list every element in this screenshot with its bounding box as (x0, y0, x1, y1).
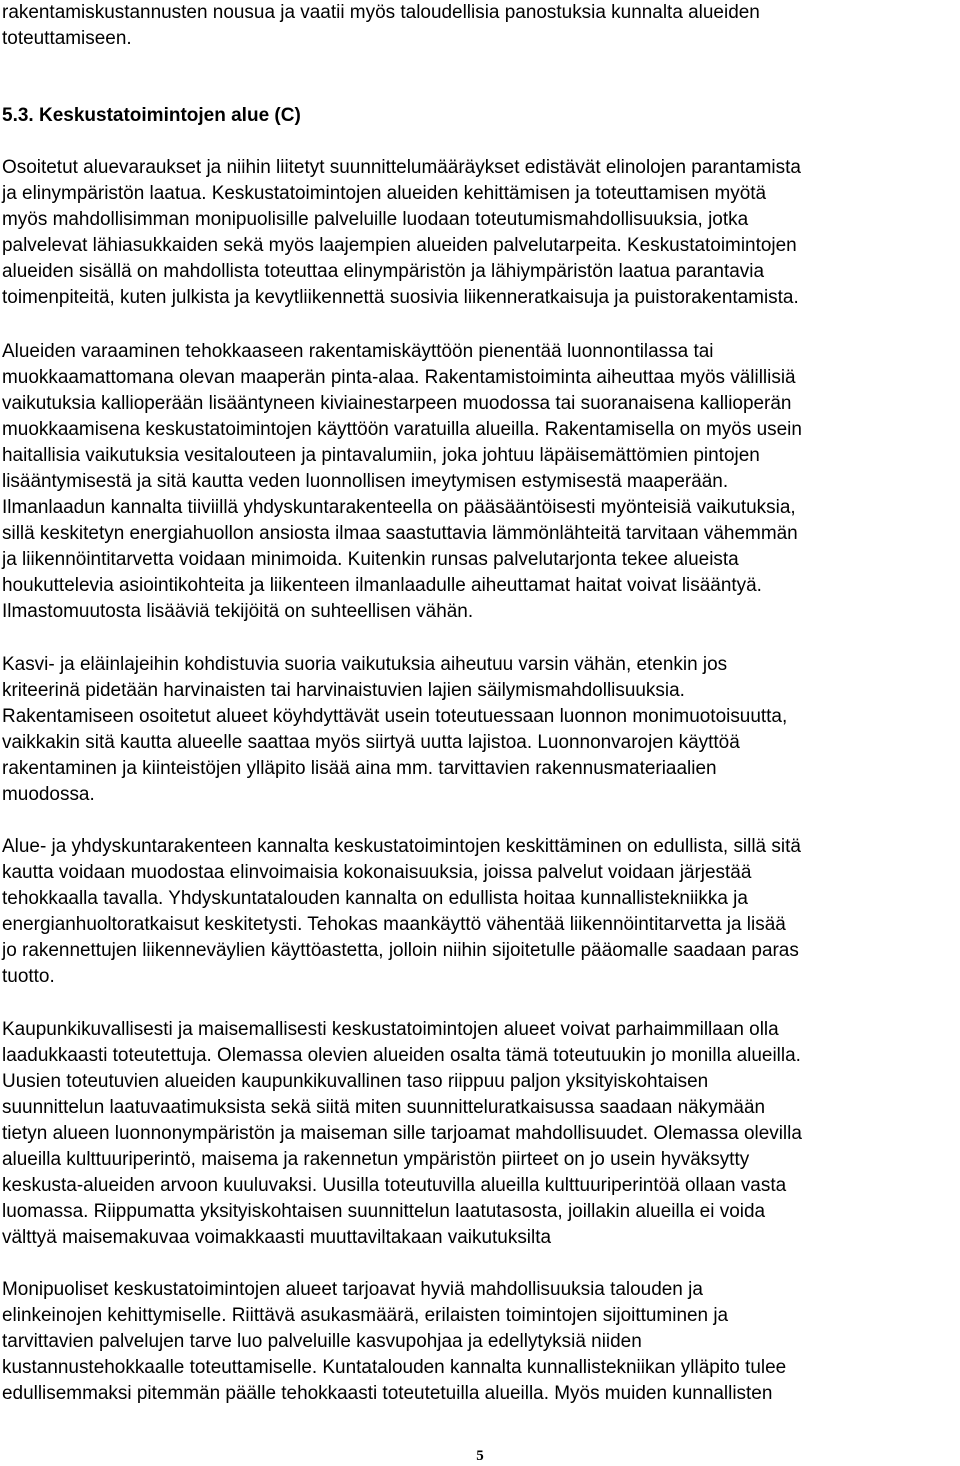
text-line: Monipuoliset keskustatoimintojen alueet tarjoavat hyviä mahdollisuuksia talouden ja (2, 1279, 703, 1300)
text-line: Kaupunkikuvallisesti ja maisemallisesti keskustatoimintojen alueet voivat parhaimmillaan olla (2, 1019, 779, 1040)
text-line: suunnittelun laatuvaatimuksista sekä siitä miten suunnitteluratkaisussa saadaan näkymään (2, 1097, 766, 1118)
paragraph-5 (2, 1017, 958, 1251)
text-line: tarvittavien palvelujen tarve luo palveluille kasvupohjaa ja edellytyksiä niiden (2, 1331, 642, 1352)
text-line: vaikkakin sitä kautta alueelle saattaa myös siirtyä uutta lajistoa. Luonnonvarojen käyttöä (2, 732, 740, 753)
text-line: laadukkaasti toteutettuja. Olemassa olevien alueiden osalta tämä toteutuukin jo monilla alueilla. (2, 1045, 801, 1066)
text-line: muokkaamattomana olevan maaperän pinta-alaa. Rakentamistoiminta aiheuttaa myös välillisiä (2, 367, 796, 388)
text-line: toimenpiteitä, kuten julkista ja kevytliikennettä suosivia liikenneratkaisuja ja puistorakentamista. (2, 287, 799, 308)
text-line: sillä keskitetyn energiahuollon ansiosta ilmaa saastuttavia lämmönlähteitä tarvitaan vähemmän (2, 523, 798, 544)
text-line: Ilmanlaadun kannalta tiiviillä yhdyskuntarakenteella on pääsääntöisesti myönteisiä vaikutuksia, (2, 497, 796, 518)
text-line: elinkeinojen kehittymiselle. Riittävä asukasmäärä, erilaisten toimintojen sijoittuminen ja (2, 1305, 729, 1326)
text-line: rakentaminen ja kiinteistöjen ylläpito lisää aina mm. tarvittavien rakennusmateriaalien (2, 758, 717, 779)
paragraph-2 (2, 339, 958, 625)
text-line: ja elinympäristön laatua. Keskustatoimintojen alueiden kehittämisen ja toteuttamisen myötä (2, 183, 767, 204)
text-line: lisääntymisestä ja sitä kautta veden luonnollisen imeytymisen estymisestä maaperään. (2, 471, 729, 492)
text-line: Alue- ja yhdyskuntarakenteen kannalta keskustatoimintojen keskittäminen on edullista, sillä sitä (2, 836, 801, 857)
text-line: edullisemmaksi pitemmän päälle tehokkaasti toteutetuilla alueilla. Myös muiden kunnallisten (2, 1383, 773, 1404)
text-line: Osoitetut aluevaraukset ja niihin liitetyt suunnittelumääräykset edistävät elinolojen parantamista (2, 157, 801, 178)
text-line: alueiden sisällä on mahdollista toteuttaa elinympäristön ja lähiympäristön laatua parantavia (2, 261, 765, 282)
paragraph-6 (2, 1277, 958, 1407)
text-line: tehokkaalla tavalla. Yhdyskuntatalouden kannalta on edullista hoitaa kunnallistekniikka ja (2, 888, 748, 909)
text-line: Uusien toteutuvien alueiden kaupunkikuvallinen taso riippuu paljon yksityiskohtaisen (2, 1071, 709, 1092)
text-line: kustannustehokkaalle toteuttamiselle. Kuntatalouden kannalta kunnallistekniikan ylläpito tulee (2, 1357, 787, 1378)
text-line: palvelevat lähiasukkaiden sekä myös laajempien alueiden palvelutarpeita. Keskustatoimintojen (2, 235, 797, 256)
text-line: muokkaamisena keskustatoimintojen käyttöön varatuilla alueilla. Rakentamisella on myös usein (2, 419, 802, 440)
text-line: houkuttelevia asiointikohteita ja liikenteen ilmanlaadulle aiheuttamat haitat voivat lisääntyä. (2, 575, 762, 596)
section-heading: 5.3. Keskustatoimintojen alue (C) (2, 105, 301, 126)
text-line: tuotto. (2, 966, 55, 987)
paragraph-4 (2, 834, 958, 990)
paragraph-3 (2, 652, 958, 808)
text-line: luomassa. Riippumatta yksityiskohtaisen suunnittelun laatutasosta, joillakin alueilla ei voida (2, 1201, 766, 1222)
intro-paragraph (2, 0, 958, 52)
text-line: Alueiden varaaminen tehokkaaseen rakentamiskäyttöön pienentää luonnontilassa tai (2, 341, 714, 362)
text-line: alueilla kulttuuriperintö, maisema ja rakennetun ympäristön piirteet on jo usein hyväksytty (2, 1149, 750, 1170)
text-line: välttyä maisemakuvaa voimakkaasti muuttaviltakaan vaikutuksilta (2, 1227, 552, 1248)
text-line: muodossa. (2, 784, 95, 805)
text-line: rakentamiskustannusten nousua ja vaatii myös taloudellisia panostuksia kunnalta alueiden (2, 2, 760, 23)
text-line: Rakentamiseen osoitetut alueet köyhdyttävät usein toteutuessaan luonnon monimuotoisuutta, (2, 706, 788, 727)
text-line: myös mahdollisimman monipuolisille palveluille luodaan toteutumismahdollisuuksia, jotka (2, 209, 749, 230)
paragraph-1 (2, 155, 958, 311)
text-line: vaikutuksia kallioperään lisääntyneen kiviainestarpeen muodossa tai suoranaisena kallioperän (2, 393, 792, 414)
text-line: Kasvi- ja eläinlajeihin kohdistuvia suoria vaikutuksia aiheutuu varsin vähän, etenkin jos (2, 654, 728, 675)
text-line: haitallisia vaikutuksia vesitalouteen ja pintavalumiin, joka johtuu läpäisemättömien pintojen (2, 445, 760, 466)
page-number: 5 (476, 1448, 484, 1464)
text-line: kriteerinä pidetään harvinaisten tai harvinaistuvien lajien säilymismahdollisuuksia. (2, 680, 685, 701)
text-line: energianhuoltoratkaisut keskitetysti. Tehokas maankäyttö vähentää liikennöintitarvetta ja lisää (2, 914, 786, 935)
text-line: jo rakennettujen liikenneväylien käyttöastetta, jolloin niihin sijoitetulle pääomalle saadaan paras (2, 940, 799, 961)
text-line: tietyn alueen luonnonympäristön ja maiseman sille tarjoamat mahdollisuudet. Olemassa olevilla (2, 1123, 802, 1144)
text-line: keskusta-alueiden arvoon kuuluvaksi. Uusilla toteutuvilla alueilla kulttuuriperintöä ollaan vasta (2, 1175, 787, 1196)
text-line: ja liikennöintitarvetta voidaan minimoida. Kuitenkin runsas palvelutarjonta tekee alueista (2, 549, 739, 570)
text-line: kautta voidaan muodostaa elinvoimaisia kokonaisuuksia, joissa palvelut voidaan järjestää (2, 862, 752, 883)
text-line: toteuttamiseen. (2, 28, 132, 49)
text-line: Ilmastomuutosta lisääviä tekijöitä on suhteellisen vähän. (2, 601, 474, 622)
